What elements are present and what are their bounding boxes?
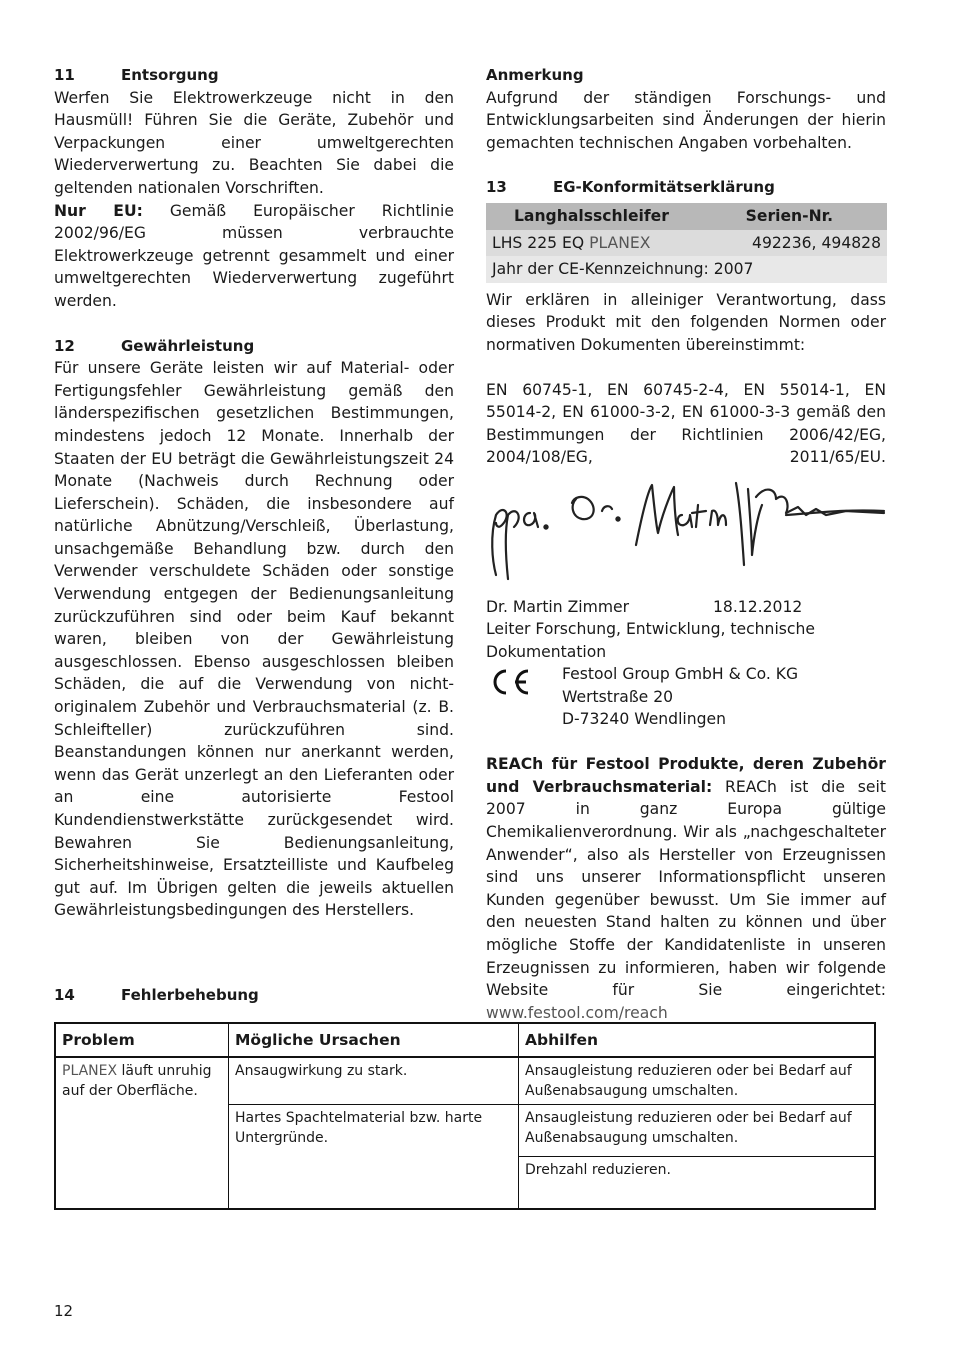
remedy-2a: Ansaugleistung reduzieren oder bei Bedarf auf Außenabsaugung umschalten.: [519, 1105, 876, 1157]
cause-1: Ansaugwirkung zu stark.: [229, 1057, 519, 1105]
signature-date: 18.12.2012: [713, 597, 803, 616]
signer-role: Leiter Forschung, Entwicklung, technische Dokumentation: [486, 620, 815, 661]
table-serial: 492236, 494828: [716, 230, 887, 257]
problem-cell: PLANEX läuft unruhig auf der Oberfläche.: [55, 1057, 229, 1209]
conformity-table: [486, 203, 887, 283]
declaration-text: Wir erklären in alleiniger Verantwortung, dass dieses Produkt mit den folgenden Normen oder normativen Dokumenten übereinstimmt:: [486, 290, 886, 354]
table-header-serial: Serien-Nr.: [716, 203, 887, 230]
ce-block: [486, 663, 886, 731]
left-column: [54, 64, 454, 922]
section-12-heading: 12 Gewährleistung: [54, 336, 255, 355]
reach-body: REACh ist die seit 2007 in ganz Europa gültige Chemikalienverordnung. Wir als „nachgeschalteter Anwender“, also als Hersteller von Erzeugnissen sind uns unserer Informationspflicht unseren Kunden gegenüber bewusst. Um Sie immer auf den neuesten Stand halten zu können und über mögliche Stoffe der Kandidatenliste in unseren Erzeugnissen zu informieren, haben wir folgende Website für Sie eingerichtet:: [486, 777, 886, 1000]
table-ce-year: Jahr der CE-Kennzeichnung: 2007: [486, 256, 887, 283]
section-11-eu-note: Nur EU: Gemäß Europäischer Richtlinie 2002/96/EG müssen verbrauchte Elektrowerkzeuge getrennt gesammelt und einer umweltgerechten Wiederverwertung zugeführt werden.: [54, 201, 454, 310]
header-remedies: Abhilfen: [519, 1023, 876, 1057]
header-problem: Problem: [55, 1023, 229, 1057]
section-14-heading: 14 Fehlerbehebung: [54, 986, 259, 1004]
company-street: Wertstraße 20: [562, 687, 674, 706]
ce-mark-icon: [488, 667, 532, 697]
right-column: [486, 64, 886, 1024]
signature: [486, 475, 886, 585]
company-city: D-73240 Wendlingen: [562, 710, 727, 729]
anmerkung-heading: Anmerkung: [486, 66, 584, 84]
cause-2: Hartes Spachtelmaterial bzw. harte Untergründe.: [229, 1105, 519, 1209]
table-product: LHS 225 EQ PLANEX: [486, 230, 716, 257]
reach-link[interactable]: www.festool.com/reach: [486, 1003, 668, 1022]
signature-text: ppa. Dr. Martin Zimmer: [486, 582, 498, 584]
anmerkung-body: Aufgrund der ständigen Forschungs- und Entwicklungsarbeiten sind Änderungen der hierin gemachten technischen Angaben vorbehalten.: [486, 88, 886, 152]
company-address: [562, 663, 798, 731]
remedy-1: Ansaugleistung reduzieren oder bei Bedarf auf Außenabsaugung umschalten.: [519, 1057, 876, 1105]
norms-text: EN 60745-1, EN 60745-2-4, EN 55014-1, EN 55014-2, EN 61000-3-2, EN 61000-3-3 gemäß den Bestimmungen der Richtlinien 2006/42/EG, 2004/108/EG, 2011/65/EU.: [486, 380, 886, 467]
remedy-2b: Drehzahl reduzieren.: [519, 1157, 876, 1209]
page-number: 12: [54, 1302, 74, 1320]
troubleshooting-table: [54, 1022, 876, 1210]
section-11-body: Werfen Sie Elektrowerkzeuge nicht in den Hausmüll! Führen Sie die Geräte, Zubehör und Verpackungen einer umweltgerechten Wiederverwertung zu. Beachten Sie dabei die geltenden nationalen Vorschriften.: [54, 88, 454, 197]
section-12-body: Für unsere Geräte leisten wir auf Material- oder Fertigungsfehler Gewährleistung gemäß den länderspezifischen gesetzlichen Bestimmungen, mindestens jedoch 12 Monate. Innerhalb der Staaten der EU beträgt die Gewährleistungszeit 24 Monate (Nachweis durch Rechnung oder Lieferschein). Schäden, die insbesondere auf natürliche Abnützung/Verschleiß, Überlastung, unsachgemäße Behandlung bzw. durch den Verwender verschuldete Schäden oder sonstige Verwendung entgegen der Bedienungsanleitung zurückzuführen sind oder beim Kauf bekannt waren, bleiben von der Gewährleistung ausgeschlossen. Ebenso ausgeschlossen bleiben Schäden, die auf die Verwendung von nicht-originalem Zubehör und Verbrauchsmaterial (z. B. Schleifteller) zurückzuführen sind. Beanstandungen können nur anerkannt werden, wenn das Gerät unzerlegt an den Lieferanten oder an eine autorisierte Festool Kundendienstwerkstätte zurückgesendet wird. Bewahren Sie Bedienungsanleitung, Sicherheitshinweise, Ersatzteilliste und Kaufbeleg gut auf. Im Übrigen gelten die jeweils aktuellen Gewährleistungsbedingungen des Herstellers.: [54, 359, 454, 920]
section-13-heading: 13 EG-Konformitätserklärung: [486, 178, 775, 197]
header-causes: Mögliche Ursachen: [229, 1023, 519, 1057]
signer-name: Dr. Martin Zimmer: [486, 597, 630, 616]
table-header-product: Langhalsschleifer: [486, 203, 716, 230]
reach-label: REACh für Festool Produkte, deren Zubehör und Verbrauchsmaterial:: [486, 755, 886, 796]
signer-line: [486, 596, 886, 619]
section-11-heading: 11 Entsorgung: [54, 66, 219, 84]
reach-paragraph: [486, 753, 886, 1024]
company-name: Festool Group GmbH & Co. KG: [562, 665, 799, 684]
